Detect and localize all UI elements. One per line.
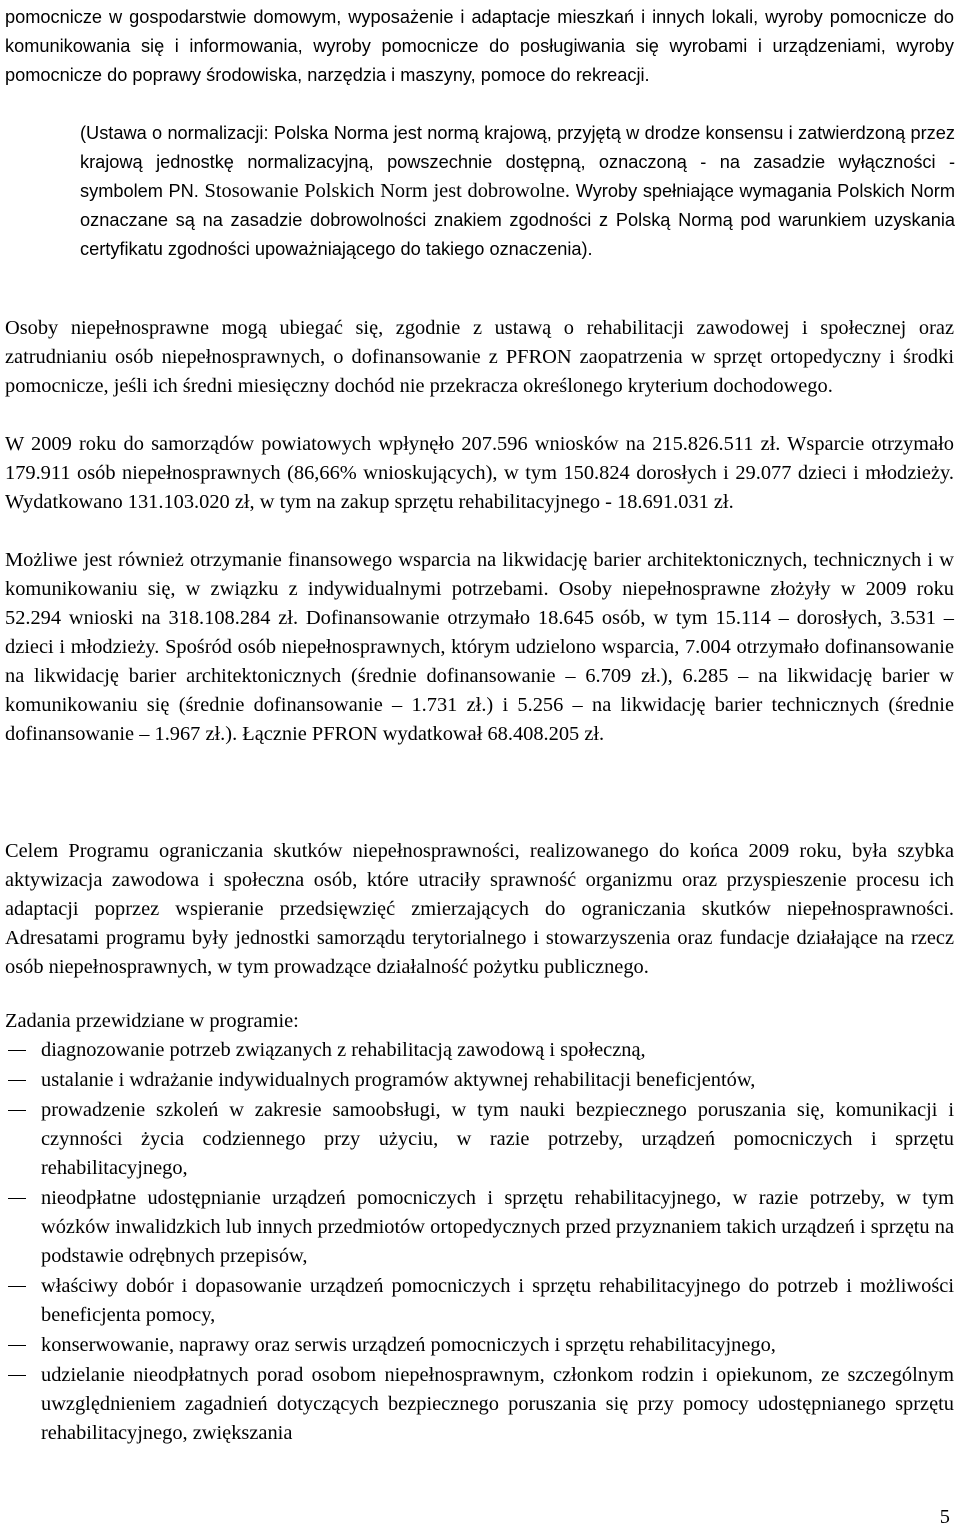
list-item-text: udzielanie nieodpłatnych porad osobom niepełnosprawnym, członkom rodzin i opiekunom, ze szczególnym uwzględnieniem zagadnień dotyczących bezpiecznego poruszania się przy pomocy udostępnianego sprzętu rehabilitacyjnego, zwiększania (41, 1364, 954, 1444)
program-tasks-list (0, 1036, 960, 1448)
dash-bullet (8, 1080, 26, 1081)
pfron-2009-statistics-paragraph: W 2009 roku do samorządów powiatowych wpłynęło 207.596 wniosków na 215.826.511 zł. Wsparcie otrzymało 179.911 osób niepełnosprawnych (86,66% wnioskujących), w tym 150.824 dorosłych i 29.077 dzieci i młodzieży. Wydatkowano 131.103.020 zł, w tym na zakup sprzętu rehabilitacyjnego - 18.691.031 zł. (5, 433, 954, 513)
polish-norm-note (80, 119, 955, 264)
list-item-text: konserwowanie, naprawy oraz serwis urządzeń pomocniczych i sprzętu rehabilitacyjnego, (41, 1334, 776, 1356)
list-item-text: nieodpłatne udostępnianie urządzeń pomocniczych i sprzętu rehabilitacyjnego, w razie potrzeby, w tym wózków inwalidzkich lub innych przedmiotów ortopedycznych przed przyznaniem takich urządzeń i sprzętu na podstawie odrębnych przepisów, (41, 1187, 954, 1267)
norm-note-voluntary-use: Stosowanie Polskich Norm jest dobrowolne. (204, 180, 571, 202)
list-item (0, 1272, 960, 1330)
list-item (0, 1184, 960, 1271)
list-item-text: diagnozowanie potrzeb związanych z rehabilitacją zawodową i społeczną, (41, 1039, 646, 1061)
barrier-removal-funding-paragraph: Możliwe jest również otrzymanie finansowego wsparcia na likwidację barier architektonicznych, technicznych i w komunikowaniu się, w związku z indywidualnymi potrzebami. Osoby niepełnosprawne złożyły w 2009 roku 52.294 wnioski na 318.108.284 zł. Dofinansowanie otrzymało 18.645 osób, w tym 15.114 – dorosłych, 3.531 – dzieci i młodzieży. Spośród osób niepełnosprawnych, którym udzielono wsparcia, 7.004 otrzymało dofinansowanie na likwidację barier architektonicznych (średnie dofinansowanie – 6.709 zł.), 6.285 – na likwidację barier w komunikowaniu się (średnie dofinansowanie – 1.731 zł.) i 5.256 – na likwidację barier technicznych (średnie dofinansowanie – 1.967 zł.). Łącznie PFRON wydatkował 68.408.205 zł. (5, 549, 954, 745)
dash-bullet (8, 1050, 26, 1051)
list-item-text: ustalanie i wdrażanie indywidualnych programów aktywnej rehabilitacji beneficjentów, (41, 1069, 756, 1091)
list-item (0, 1361, 960, 1448)
norm-note-definition: (Ustawa o normalizacji: Polska Norma jest normą krajową, przyjętą w drodze konsensu i zatwierdzoną przez krajową jednostkę normalizacyjną, powszechnie dostępną, oznaczoną - na zasadzie wyłączności - symbolem PN. (80, 123, 955, 201)
pfron-eligibility-paragraph: Osoby niepełnosprawne mogą ubiegać się, zgodnie z ustawą o rehabilitacji zawodowej i społecznej oraz zatrudnianiu osób niepełnosprawnych, o dofinansowanie z PFRON zaopatrzenia w sprzęt ortopedyczny i środki pomocnicze, jeśli ich średni miesięczny dochód nie przekracza określonego kryterium dochodowego. (5, 317, 954, 397)
program-goal-paragraph: Celem Programu ograniczania skutków niepełnosprawności, realizowanego do końca 2009 roku, była szybka aktywizacja zawodowa i społeczna osób, które utraciły sprawność organizmu oraz przyspieszenie procesu ich adaptacji poprzez wspieranie przedsięwzięć zmierzających do ograniczania skutków niepełnosprawności. Adresatami programu były jednostki samorządu terytorialnego i stowarzyszenia oraz fundacje działające na rzecz osób niepełnosprawnych, w tym prowadzące działalność pożytku publicznego. (5, 840, 954, 978)
list-item (0, 1036, 960, 1065)
dash-bullet (8, 1375, 26, 1376)
list-item-text: właściwy dobór i dopasowanie urządzeń pomocniczych i sprzętu rehabilitacyjnego do potrzeb i możliwości beneficjenta pomocy, (41, 1275, 954, 1326)
list-item-text: prowadzenie szkoleń w zakresie samoobsługi, w tym nauki bezpiecznego poruszania się, komunikacji i czynności życia codziennego przy użyciu, w razie potrzeby, urządzeń pomocniczych i sprzętu rehabilitacyjnego, (41, 1099, 954, 1179)
dash-bullet (8, 1110, 26, 1111)
page-number: 5 (939, 1506, 950, 1528)
dash-bullet (8, 1345, 26, 1346)
list-item (0, 1331, 960, 1360)
dash-bullet (8, 1198, 26, 1199)
intro-continuation-paragraph: pomocnicze w gospodarstwie domowym, wyposażenie i adaptacje mieszkań i innych lokali, wyroby pomocnicze do komunikowania się i informowania, wyroby pomocnicze do posługiwania się wyrobami i urządzeniami, wyroby pomocnicze do poprawy środowiska, narzędzia i maszyny, pomoce do rekreacji. (5, 7, 954, 85)
norm-note-marking: Wyroby spełniające wymagania Polskich Norm oznaczane są na zasadzie dobrowolności znakiem zgodności z Polską Normą pod warunkiem uzyskania certyfikatu zgodności upoważniającego do takiego oznaczenia). (80, 181, 955, 259)
tasks-heading: Zadania przewidziane w programie: (5, 1010, 299, 1032)
list-item (0, 1096, 960, 1183)
list-item (0, 1066, 960, 1095)
dash-bullet (8, 1286, 26, 1287)
